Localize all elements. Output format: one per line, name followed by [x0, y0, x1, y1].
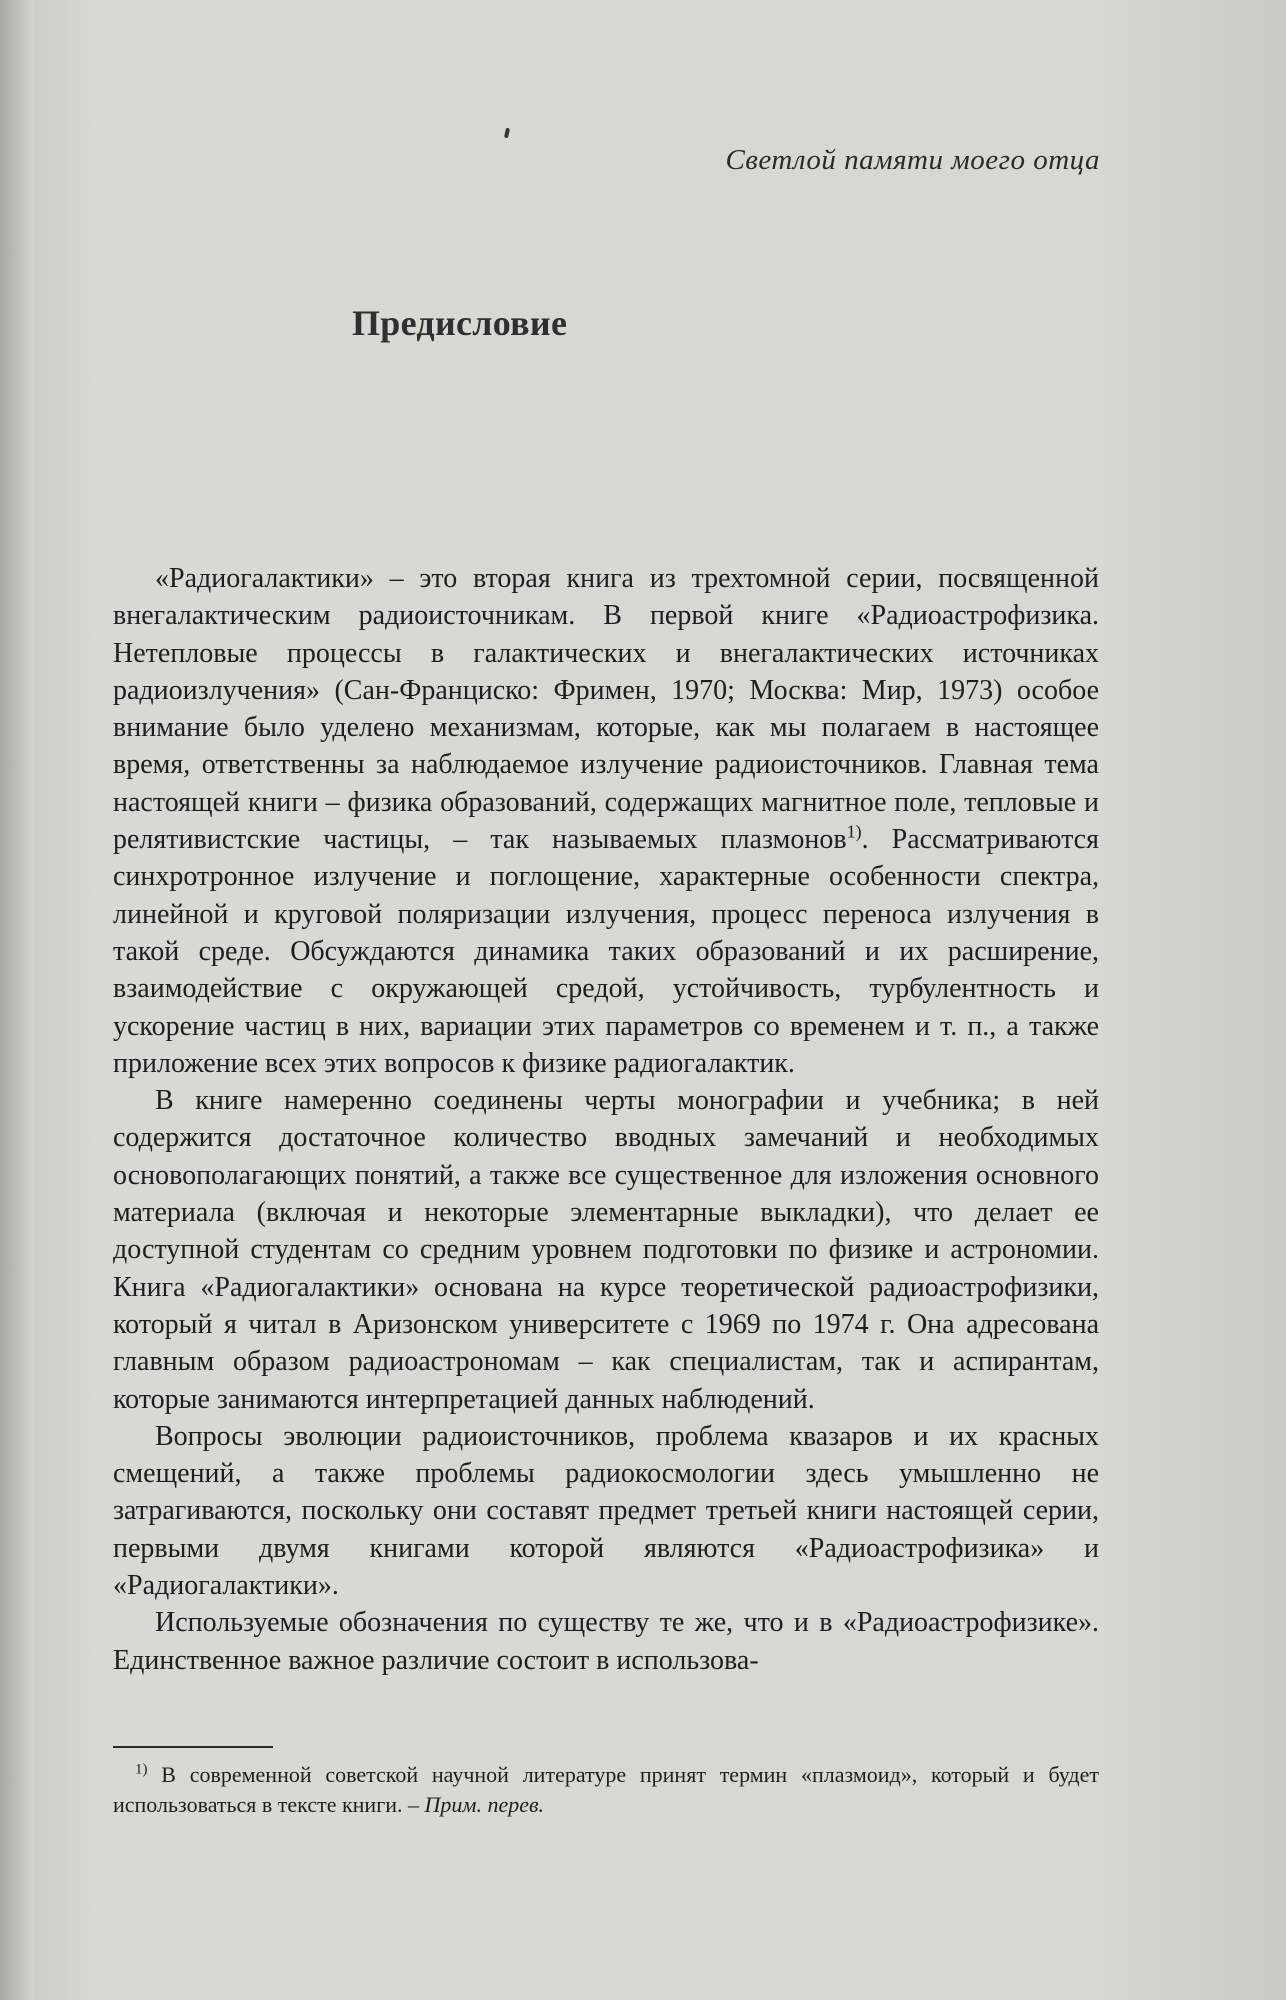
- paragraph-3: Вопросы эволюции радиоисточников, проблема квазаров и их красных смещений, а также проблемы радиокосмологии здесь умышленно не затрагиваются, поскольку они составят предмет третьей книги настоящей серии, первыми двумя книгами которой являются «Радиоастрофизика» и «Радиогалактики».: [113, 1420, 1099, 1602]
- footnote-divider: [113, 1746, 273, 1748]
- page-title: Предисловие: [352, 303, 568, 343]
- page-binding-shadow: [0, 0, 34, 2000]
- paragraph-1-text-b: . Рассматриваются синхротронное излучение и поглощение, характерные особенности спектра, линейной и круговой поляризации излучения, процесс переноса излучения в такой среде. Обсуждаются динамика таких образований и их расширение, взаимодействие с окружающей средой, устойчивость, турбулентность и ускорение частиц в них, вариации этих параметров со временем и т. п., а также приложение всех этих вопросов к физике радиогалактик.: [113, 824, 1099, 1079]
- paragraph-1-text-a: «Радиогалактики» – это вторая книга из трехтомной серии, посвященной внегалактическим радиоисточникам. В первой книге «Радиоастрофизика. Нетепловые процессы в галактических и внегалактических источниках радиоизлучения» (Сан-Франциско: Фримен, 1970; Москва: Мир, 1973) особое внимание было уделено механизмам, которые, как мы полагаем в настоящее время, ответственны за наблюдаемое излучение радиоисточников. Главная тема настоящей книги – физика образований, содержащих магнитное поле, тепловые и релятивистские частицы, – так называемых плазмонов: [113, 563, 1099, 856]
- paragraph-1: [113, 560, 1099, 1082]
- footnote-reference: 1): [846, 821, 862, 842]
- preface-body: [113, 560, 1099, 1679]
- translator-note-signature: Прим. перев.: [424, 1792, 545, 1817]
- paragraph-4: Используемые обозначения по существу те же, что и в «Радиоастрофизике». Единственное важное различие состоит в использова-: [113, 1607, 1099, 1676]
- footnote-mark: 1): [135, 1761, 148, 1778]
- footnote-text: В современной советской научной литературе принят термин «плазмоид», который и будет использоваться в тексте книги. –: [113, 1762, 1099, 1817]
- footnote: [113, 1760, 1099, 1820]
- dedication: Светлой памяти моего отца: [725, 144, 1100, 176]
- paragraph-2: В книге намеренно соединены черты монографии и учебника; в ней содержится достаточное количество вводных замечаний и необходимых основополагающих понятий, а также все существенное для изложения основного материала (включая и некоторые элементарные выкладки), что делает ее доступной студентам со средним уровнем подготовки по физике и астрономии. Книга «Радиогалактики» основана на курсе теоретической радиоастрофизики, который я читал в Аризонском университете с 1969 по 1974 г. Она адресована главным образом радиоастрономам – как специалистам, так и аспирантам, которые занимаются интерпретацией данных наблюдений.: [113, 1085, 1099, 1415]
- ink-speck: [504, 128, 510, 139]
